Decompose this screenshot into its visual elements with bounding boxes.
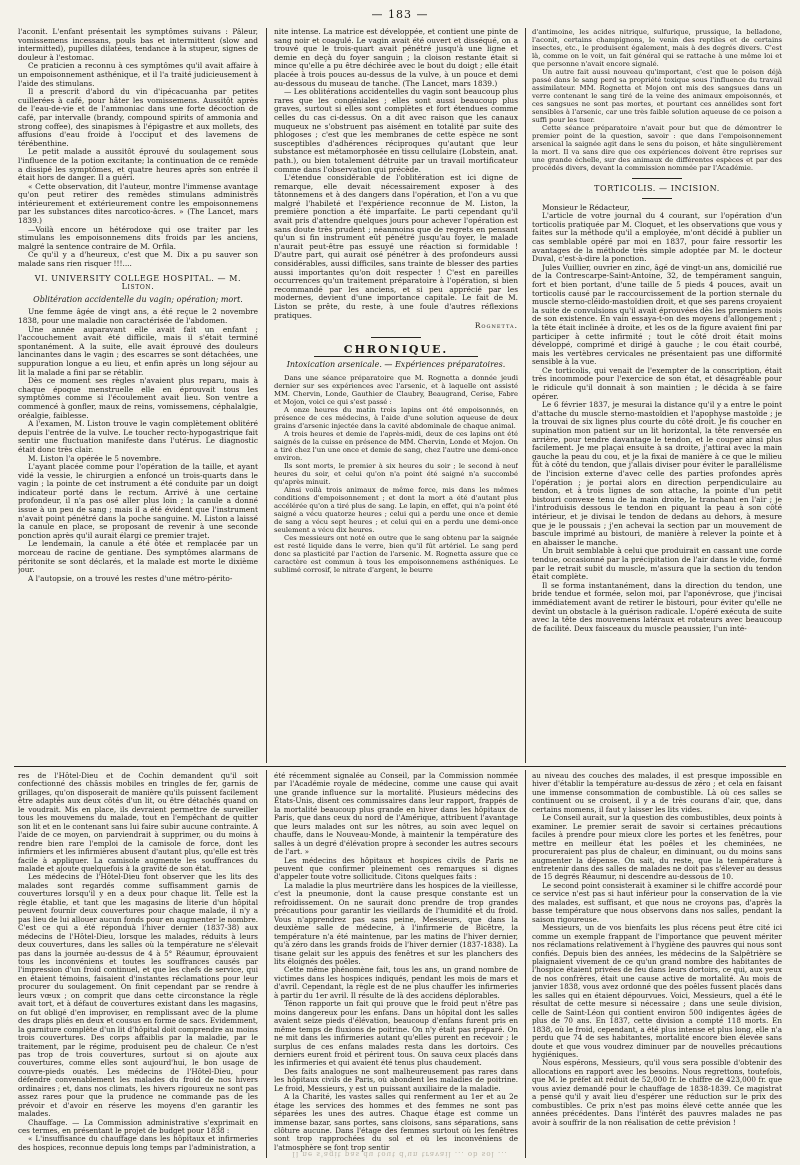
paragraph: L'article de votre journal du 4 courant, sur l'opération d'un torticolis pratiquée par M. Cloquet, et les observations que vous y faites sur la méthode qu'il a employée, m'ont décidé à publier un cas semblable opéré par moi en 1837, pour faire ressortir les avantages de la méthode très simple adoptée par M. le docteur Duval, c'est-à-dire la ponction.: [532, 211, 782, 264]
paragraph: Les médecins des hôpitaux et hospices civils de Paris ne peuvent que confirmer pleinement ces remarques si dignes d'appeler toute votre sollicitude. Citons quelques faits :: [274, 855, 518, 882]
paragraph: Des faits analogues ne sont malheureusement pas rares dans les hôpitaux civils de Paris, où abondent les maladies de poitrine. Le froid, Messieurs, y est un puissant auxiliaire de la maladie.: [274, 1066, 518, 1093]
paragraph: A l'examen, M. Liston trouve le vagin complètement oblitéré depuis l'entrée de la vulve. Le toucher recto-hypogastrique fait sentir une fluctuation manifeste dans l'utérus. Le diagnostic était donc très clair.: [18, 419, 258, 454]
paragraph: Le lendemain, la canule a été ôtée et remplacée par un morceau de racine de gentiane. Des symptômes alarmans de péritonite se sont déclarés, et la malade est morte le dixième jour.: [18, 539, 258, 575]
section-subtitle: Oblitération accidentelle du vagin; opération; mort.: [33, 294, 243, 304]
paragraph: d'antimoine, les acides nitrique, sulfurique, prussique, la belladone, l'aconit, certains champignons, le venin des reptiles et de certains insectes, etc., le produisent également, mais à des degrés divers. C'est là, comme on le voit, un fait général qui se rattache à une même loi et que personne n'avait encore signalé.: [532, 28, 782, 68]
paragraph: — Les oblitérations accidentelles du vagin sont beaucoup plus rares que les congéniales ; elles sont aussi beaucoup plus graves, surtout si elles sont complètes et fort étendues comme celles du cas ci-dessus. On a dit avec raison que les canaux muqueux ne s'obstruent pas aisément en totalité par suite des phlogoses ; c'est que les membranes de cette espèce ne sont susceptibles d'adhérences réciproques qu'autant que leur substance est métamorphosée en tissu cellulaire (Lobstein, anat. path.), ou bien totalement détruite par un travail mortificateur comme dans l'observation qui précède.: [274, 87, 518, 174]
paragraph: Ces messieurs ont noté en outre que le sang obtenu par la saignée est resté liquide dans le verre, bien qu'il fût artériel. Le sang perd donc sa plasticité par l'action de l'arsenic. M. Rognetta assure que ce caractère est commun à tous les empoisonnemens asthéniques. Le sublimé corrosif, le nitrate d'argent, le beurre: [274, 533, 518, 574]
paragraph: Le 6 février 1837, je mesurai la distance qu'il y a entre le point d'attache du muscle sterno-mastoïdien et l'apophyse mastoïde ; je la trouvai de six lignes plus courte du côté droit. Je fis coucher en supination mon patient sur un lit horizontal, la tête renversée en arrière, pour tendre davantage le tendon, et le couper ainsi plus facilement. Je me plaçai ensuite à sa droite, j'attirai avec la main gauche la peau du cou, et je la fixai de manière à ce que le milieu fût à côté du tendon, que j'allais diviser pour éviter le parallélisme de l'incision externe d'avec celle des parties profondes après l'opération ; je portai alors en direction perpendiculaire au tendon, et à trois lignes de son attache, la pointe d'un petit bistouri convexe tenu de la main droite, le tranchant en l'air ; je l'introduisis dessous le tendon en piquant la peau à son côté intérieur, et je divisai le tendon de dedans au dehors, à mesure que je le poussais ; j'en achevai la section par un mouvement de bascule imprimé au bistouri, de manière à relever la pointe et à en abaisser le manche.: [532, 400, 782, 547]
section-divider: [14, 766, 786, 767]
paragraph: Ce torticolis, qui venait de l'exempter de la conscription, était très incommode pour l'exercice de son état, et désagréable pour le ridicule qu'il donnait à son maintien ; le décida à se faire opérer.: [532, 365, 782, 401]
lower-column-3: [532, 772, 782, 1157]
paragraph: Ce qu'il y a d'heureux, c'est que M. Dix a pu sauver son malade sans rien risquer !!!....: [18, 250, 258, 269]
paragraph: Le Conseil aurait, sur la question des combustibles, deux points à examiner. Le premier serait de savoir si certaines précautions faciles à prendre pour mieux clore les portes et les fenêtres, pour mettre en meilleur état les poêles et les cheminées, ne procureraient pas plus de chaleur, en diminuant, ou du moins sans augmenter la dépense. On sait, du reste, que la température à entretenir dans des salles de malades ne doit pas s'élever au dessus de 15 degrés Réaumur, ni descendre au-dessous de 10.: [532, 813, 782, 882]
paragraph: L'étendue considérable de l'oblitération est ici digne de remarque, elle devait nécessairement exposer à des tâtonnemens et à des dangers dans l'opération, et l'on a vu que malgré l'habileté et l'expérience reconnue de M. Liston, la première ponction a été imparfaite. Le parti cependant qu'il avait pris d'attendre quelques jours pour achever l'opération est sans doute très prudent ; néanmoins que de regrets en pensant qu'un si fin instrument eût pénétré jusqu'au foyer, le malade n'aurait peut-être pas essuyé une réaction si formidable ! D'autre part, qui aurait osé pénétrer à des profondeurs aussi considérables, aussi difficiles, sans trainte de blesser des parties aussi importantes qu'on doit respecter ! C'est en pareilles occurrences qu'un traitement préparatoire à l'opération, si bien recommandé par les anciens, et si peu apprécié par les modernes, devient d'une importance capitale. Le fait de M. Liston se prête, du reste, à une foule d'autres réflexions pratiques.: [274, 173, 518, 320]
paragraph: Le second point consisterait à examiner si le chiffre accordé pour ce service n'est pas si haut inférieur pour la conservation de la vie des malades, est suffisant, et que nous ne croyons pas, d'après la basse température que nous observons dans nos salles, pendant la saison rigoureuse.: [532, 880, 782, 924]
section-title: VI. UNIVERSITY COLLEGE HOSPITAL. — M. Liston.: [34, 273, 242, 292]
show-through-text: Il ne s'agit pas du tout d'un travail ... ob sol ...: [292, 1150, 508, 1158]
paragraph: M. Liston l'a opérée le 5 novembre.: [28, 453, 162, 463]
paragraph: « L'insuffisance du chauffage dans les hôpitaux et infirmeries des hospices, reconnue depuis long temps par l'administration, a: [18, 1134, 258, 1152]
paragraph: Il a prescrit d'abord du vin d'ipécacuanha par petites cuillerées à café, pour hâter les vomissemens. Aussitôt après de l'eau-de-vie et de l'ammoniac dans une forte décoction de café, par intervalle (brandy, compound spirits of ammonia and strong coffee), des sinapismes à l'épigastre et aux mollets, des affusions d'eau froide à l'occiput et des lavemens de térébenthine.: [18, 87, 258, 148]
paragraph: A la Charité, les vastes salles qui renferment au 1er et au 2e étage les services des hommes et des femmes ne sont pas séparées les unes des autres. Chaque étage est comme un immense bazar, sans portes, sans cloisons, sans séparations, sans clôture aucune. Dans l'étage des femmes surtout où les fenêtres sont trop rapprochées du sol et où les inconvéniens de l'atmosphère se font trop sentir: [274, 1092, 518, 1152]
paragraph: A l'autopsie, on a trouvé les restes d'une métro-périto-: [28, 573, 233, 583]
paragraph: Messieurs, un de vos bienfaits les plus récens peut être cité ici comme un exemple frappant de l'importance que peuvent mériter nos réclamations relativement à l'hygiène des pauvres qui nous sont confiés. Depuis bien des années, les médecins de la Salpêtrière se plaignaient vivement de ce qu'un grand nombre des habitantes de l'hospice étaient privées de feu dans leurs dortoirs, ce qui, aux yeux de nos confrères, était une cause active de mortalité. Au mois de janvier 1838, vous avez ordonné que des poêles fussent placés dans les salles qui en étaient dépourvues. Voici, Messieurs, quel a été le résultat de cette mesure si nécessaire ; dans une seule division, celle de Saint-Léon qui contient environ 500 indigentes âgées de plus de 70 ans. En 1837, cette division a compté 118 morts. En 1838, où le froid, cependant, a été plus intense et plus long, elle n'a perdu que 74 de ses habitantes, mortalité encore bien élevée sans doute et que vous voudrez diminuer par de nouvelles précautions hygiéniques.: [532, 923, 782, 1059]
column-rule: [266, 770, 267, 1158]
paragraph: Dès ce moment ses règles n'avaient plus reparu, mais à chaque époque menstruelle elle en éprouvait tous les symptômes comme si l'écoulement avait lieu. Son ventre a commencé à gonfler, maux de reins, vomissemens, céphalalgie, oréalgie, faiblesse.: [18, 376, 258, 420]
author-signature: Rognetta.: [474, 321, 518, 331]
paragraph: au niveau des couches des malades, il est presque impossible en hiver d'établir la température au-dessus de zéro ; et cela en faisant une immense consommation de combustible. Là où ces salles se continuent ou se croisent, il y a de très courans d'air, que, dans certains momens, il faut y laisser les lits vides.: [532, 772, 782, 814]
chronique-title: CHRONIQUE.: [343, 342, 449, 356]
paragraph: Ainsi voilà trois animaux de même force, mis dans les mêmes conditions d'empoisonnement ; et dont la mort a été d'autant plus accélérée qu'on a tiré plus de sang. Le lapin, en effet, qui n'a point été saigné a vécu quatorze heures ; celui qui a perdu une once et demie de sang a vécu sept heures ; et celui qui en a perdu une demi-once seulement a vécu dix heures.: [274, 485, 518, 534]
paragraph: Monsieur le Rédacteur,: [542, 202, 630, 212]
paragraph: « Cette observation, dit l'auteur, montre l'immense avantage qu'on peut retirer des remèdes stimulans administrés intérieurement et extérieurement contre les empoisonnemens par les substances dites narcotico-âcres. » (The Lancet, mars 1839.): [18, 181, 258, 226]
column-rule: [525, 28, 526, 763]
paragraph: Dans une séance préparatoire que M. Rognetta a donnée jeudi dernier sur ses expériences avec l'arsenic, et à laquelle ont assisté MM. Chervin, Londe, Gauthier de Claubry, Beaugrand, Cerise, Fabre et Mojon, voici ce qui s'est passé :: [274, 373, 518, 406]
paragraph: Un autre fait aussi nouveau qu'important, c'est que le poison déjà passé dans le sang perd sa propriété toxique sous l'influence du travail assimilateur. MM. Rognetta et Mojon ont mis des sangsues dans un verre contenant le sang tiré de la veine des animaux empoisonnés, et ces sangsues ne sont pas mortes, et pourtant ces annélides sont fort sensibles à l'arsenic, car une très faible solution aqueuse de ce poison a suffi pour les tuer.: [532, 68, 782, 124]
column-rule: [525, 770, 526, 1158]
paragraph: Une année auparavant elle avait fait un enfant ; l'accouchement avait été difficile, mais il s'était terminé spontanément. A la suite, elle avait éprouvé des douleurs lancinantes dans le vagin ; des escarres se sont détachées, une suppuration longue a eu lieu, et enfin après un long séjour au lit la malade a fini par se rétablir.: [18, 324, 258, 377]
paragraph: l'aconit. L'enfant présentait les symptômes suivans : Pâleur, vomissemens incessans, pouls bas et intermittent (slow and intermitted), pupilles dilatées, tendance à la stupeur, signes de douleur à l'estomac.: [18, 28, 258, 62]
column-2: [274, 28, 518, 763]
page-number: — 183 —: [371, 8, 429, 21]
column-3: [532, 28, 782, 763]
paragraph: La maladie la plus meurtrière dans les hospices de la vieillesse, c'est la pneumonie, dont la cause presque constante est un refroidissement. On ne saurait donc prendre de trop grandes précautions pour garantir les vieillards de l'humidité et du froid. Vous n'apprendrez pas sans peine, Messieurs, que dans la deuxième salle de médecine, à l'infirmerie de Bicêtre, la température n'a été maintenue, par les matins de l'hiver dernier, qu'à zéro dans les grands froids de l'hiver dernier (1837-1838). La tisane gelait sur les appuis des fenêtres et sur les planchers des lits éloignés des poêles.: [274, 880, 518, 966]
paragraph: Un bruit semblable à celui que produirait en cassant une corde tendue, occasionné par la précipitation de l'air dans le vide, formé par le retrait subit du muscle, m'assura que la section du tendon était complète.: [532, 546, 782, 582]
paragraph: Le petit malade a aussitôt éprouvé du soulagement sous l'influence de la potion excitante; la continuation de ce remède a dissipé les symptômes, et quatre heures après son entrée il était hors de danger. Il a guéri.: [18, 147, 258, 183]
paragraph: Cette séance préparatoire n'avait pour but que de démontrer le premier point de la question, savoir : que dans l'empoisonnement arsenical la saignée agit dans le sens du poison, et hâte singulièrement la mort. Il va sans dire que ces expériences doivent être reprises sur une grande échelle, sur des animaux de différentes espèces et par des procédés divers, devant la commission nommée par l'Académie.: [532, 124, 782, 172]
title-rule: [314, 356, 478, 357]
paragraph: A trois heures et demie de l'après-midi, deux de ces lapins ont été saignés de la cuisse en présence de MM. Chervin, Londe et Mojon. On a tiré chez l'un une once et demie de sang, chez l'autre une demi-once environ.: [274, 429, 518, 462]
lower-column-1: [18, 772, 258, 1157]
chronique-subtitle: Intoxication arsenicale. — Expériences préparatoires.: [286, 360, 506, 370]
paragraph: Ténon rapporte un fait qui prouve que le froid peut n'être pas moins dangereux pour les enfans. Dans un hôpital dont les salles avaient seize pieds d'élévation, beaucoup d'enfans furent pris en même temps de fluxions de poitrine. On n'y était pas préparé. On ne mit dans les infirmeries autant qu'elles purent en recevoir ; le surplus de ces enfans malades resta dans les dortoirs. Ces derniers eurent froid et périrent tous. On sauva ceux placés dans les infirmeries et qui avaient été tenus plus chaudement.: [274, 999, 518, 1068]
paragraph: Ils sont morts, le premier à six heures du soir ; le second à neuf heures du soir, et celui qu'on n'a point été saigné n'a succombé qu'après minuit.: [274, 461, 518, 486]
paragraph: nite intense. La matrice est développée, et contient une pinte de sang noir et coagulé. Le vagin avait été ouvert et disséqué, on a trouvé que le trois-quart avait pénétré jusqu'à une ligne et demie en deçà du foyer sanguin ; la cloison restante était si mince qu'elle a pu être déchirée avec le bout du doigt ; elle était placée à trois pouces au-dessus de la vulve, à un pouce et demi au-dessous du museau de tanche. (The Lancet, mars 1839.): [274, 28, 518, 88]
paragraph: Une femme âgée de vingt ans, a été reçue le 2 novembre 1838, pour une maladie non caractérisée de l'abdomen.: [18, 307, 258, 325]
paragraph: res de l'Hôtel-Dieu et de Cochin demandent qu'il soit confectionné des châssis mobiles en tringles de fer, garnis de grillages, qu'on disposerait de manière qu'ils puissent facilement être adaptés aux deux côtés d'un lit, ou être détachés quand on le voudrait. Mis en place, ils devraient permettre de surveiller tous les mouvemens du malade, tout en l'empêchant de quitter son lit et en le contenant sans lui faire subir aucune contrainte. A l'aide de ce moyen, on parviendrait à supprimer, ou du moins à rendre bien rare l'emploi de la camisole de force, dont les infirmiers et les infirmières abusent d'autant plus, qu'elle est très facile à appliquer. La camisole augmente les souffrances du malade et ajoute quelquefois à la gravité de son état.: [18, 772, 258, 873]
column-1: [18, 28, 258, 763]
separator-rule: [642, 198, 672, 199]
paragraph: Ce praticien a reconnu à ces symptômes qu'il avait affaire à un empoisonnement asthénique, et il l'a traité judicieusement à l'aide des stimulans.: [18, 61, 258, 88]
column-rule: [266, 28, 267, 763]
paragraph: Les médecins de l'Hôtel-Dieu font observer que les lits des malades sont regardés comme suffisamment garnis de couvertures lorsqu'il y en a deux pour chaque lit. Telle est la règle établie, et tant que les magasins de literie d'un hôpital peuvent fournir deux couvertures pour chaque malade, il n'y a pas lieu de lui allouer aucun fonds pour en augmenter le nombre. C'est ce qui a été réponduà l'hiver dernier (1837-38) aux médecins de l'Hôtel-Dieu, lorsque les malades, réduits à leurs deux couvertures, dans les salles où la température ne s'élevait pas dans la journée au-dessus de 4 à 5° Réaumur, éprouvaient tous les inconvéniens et toutes les souffrances causés par l'impression d'un froid continuel, et que les chefs de service, qui en étaient témoins, faisaient d'instantes réclamations pour leur procurer du soulagement. On finit cependant par se rendre à leurs vœux ; on comprit que dans cette circonstance la règle avait tort, et à défaut de couvertures existant dans les magasins, on fut obligé d'en improviser, en remplissant avec de la plume des draps pliés en deux et cousus en forme de sacs. Evidemment, la garniture complète d'un lit d'hôpital doit comprendre au moins trois couvertures. Des corps affaiblis par la maladie, par le traitement, par le régime, produisent peu de chaleur. Ce n'est pas trop de trois couvertures, surtout si on ajoute aux couvertures, comme elles sont aujourd'hui, le bon usage de couvre-pieds ouatés. Les médecins de l'Hôtel-Dieu, pour défendre convenablement les malades du froid de nos hivers ordinaires ; et, dans nos climats, les hivers rigoureux ne sont pas assez rares pour que la prudence ne commande pas de les prévoir et d'avoir en réserve les moyens d'en garantir les malades.: [18, 872, 258, 1119]
paragraph: L'ayant placée comme pour l'opération de la taille, et ayant vidé la vessie, le chirurgien a enfoncé un trois-quarts dans le vagin ; la pointe de cet instrument a été conduite par un doigt indicateur porté dans le rectum. Arrivé à une certaine profondeur, il n'a pas osé aller plus loin ; la canule a donné issue à un peu de sang ; mais il a été évident que l'instrument n'avait point pénétré dans la poche sanguine. M. Liston a laissé la canule en place, se proposant de revenir à une seconde ponction après qu'il aurait élargi ce premier trajet.: [18, 462, 258, 540]
paragraph: —Voilà encore un hétérodoxe qui ose traiter par les stimulans les empoisonnemens dits froids par les anciens, malgré la sentence contraire de M. Orfila.: [18, 224, 258, 251]
paragraph: A onze heures du matin trois lapins ont été empoisonnés, en présence de ces médecins, à l'aide d'une solution aqueuse de deux grains d'arsenic injectée dans la cavité abdominale de chaque animal.: [274, 405, 518, 430]
separator-rule: [632, 178, 682, 179]
paragraph: été récemment signalée au Conseil, par la Commission nommée par l'Académie royale de médecine, comme une cause qui avait une grande influence sur la mortalité. Plusieurs médecins des États-Unis, disent ces commissaires dans leur rapport, frappés de la mortalité beaucoup plus grande en hiver dans les hôpitaux de Paris, que dans ceux du nord de l'Amérique, attribuent l'avantage que leurs malades ont sur les nôtres, au soin avec lequel on chauffe, dans le Nouveau-Monde, à maintenir la température des salles à un degré d'élévation propre à seconder les autres secours de l'art. »: [274, 772, 518, 857]
paragraph: Il se forma instantanément, dans la direction du tendon, une bride tendue et formée, selon moi, par l'aponévrose, que j'incisai immédiatement avant de retirer le bistouri, pour éviter qu'elle ne devînt un obstacle à la guérison radicale. L'opéré exécuta de suite avec la tête des mouvemens latéraux et rotateurs avec beaucoup de facilité. Deux faisceaux du muscle peaussier, l'un inté-: [532, 580, 782, 633]
paragraph: Chauffage. — La Commission administrative s'exprimait en ces termes, en présentant le projet de budget pour 1838 :: [18, 1117, 258, 1136]
paragraph: Cette même phénomène fait, tous les ans, un grand nombre de victimes dans les hospices indiqués, pendant les mois de mars et d'avril. Cependant, la règle est de ne plus chauffer les infirmeries à partir du 1er avril. Il résulte de là des accidens déplorables.: [274, 965, 518, 1000]
paragraph: Nous espérons, Messieurs, qu'il vous sera possible d'obtenir des allocations en rapport avec les besoins. Nous regrettons, toutefois, que M. le préfet ait réduit de 52,000 fr. le chiffre de 423,000 fr. que vous aviez demandé pour le chauffage de 1838-1839. Ce magistrat a pensé qu'il y avait lieu d'espérer une réduction sur le prix des combustibles. Ce prix n'est pas moins élevé cette année que les années précédentes. Dans l'intérêt des pauvres malades ne pas avoir à souffrir de la non réalisation de cette prévision !: [532, 1058, 782, 1127]
separator-rule: [371, 337, 421, 338]
section-title: TORTICOLIS. — INCISION.: [594, 184, 720, 193]
paragraph: Jules Vuillier, ouvrier en zinc, âgé de vingt-un ans, domicilié rue de la Contrescarpe-Saint-Antoine, 32, de tempérament sanguin, fort et bien portant, d'une taille de 5 pieds 4 pouces, avait un torticolis causé par le raccourcissement de la portion sternale du muscle sterno-cléido-mastoïdien droit, et que ses parens croyaient la suite de convulsions qu'il avait éprouvées dès les premiers mois de son existence. En vain essaya-t-on des moyens d'allongement ; la tête était inclinée à droite, et les os de la figure avaient fini par participer à cette infirmité ; tout le côté droit était moins développé, comprimé et dirigé à gauche ; le cou était courbé, mais les vertèbres cervicales ne présentaient pas une difformité sensible à la vue.: [532, 262, 782, 367]
lower-column-2: [274, 772, 518, 1157]
